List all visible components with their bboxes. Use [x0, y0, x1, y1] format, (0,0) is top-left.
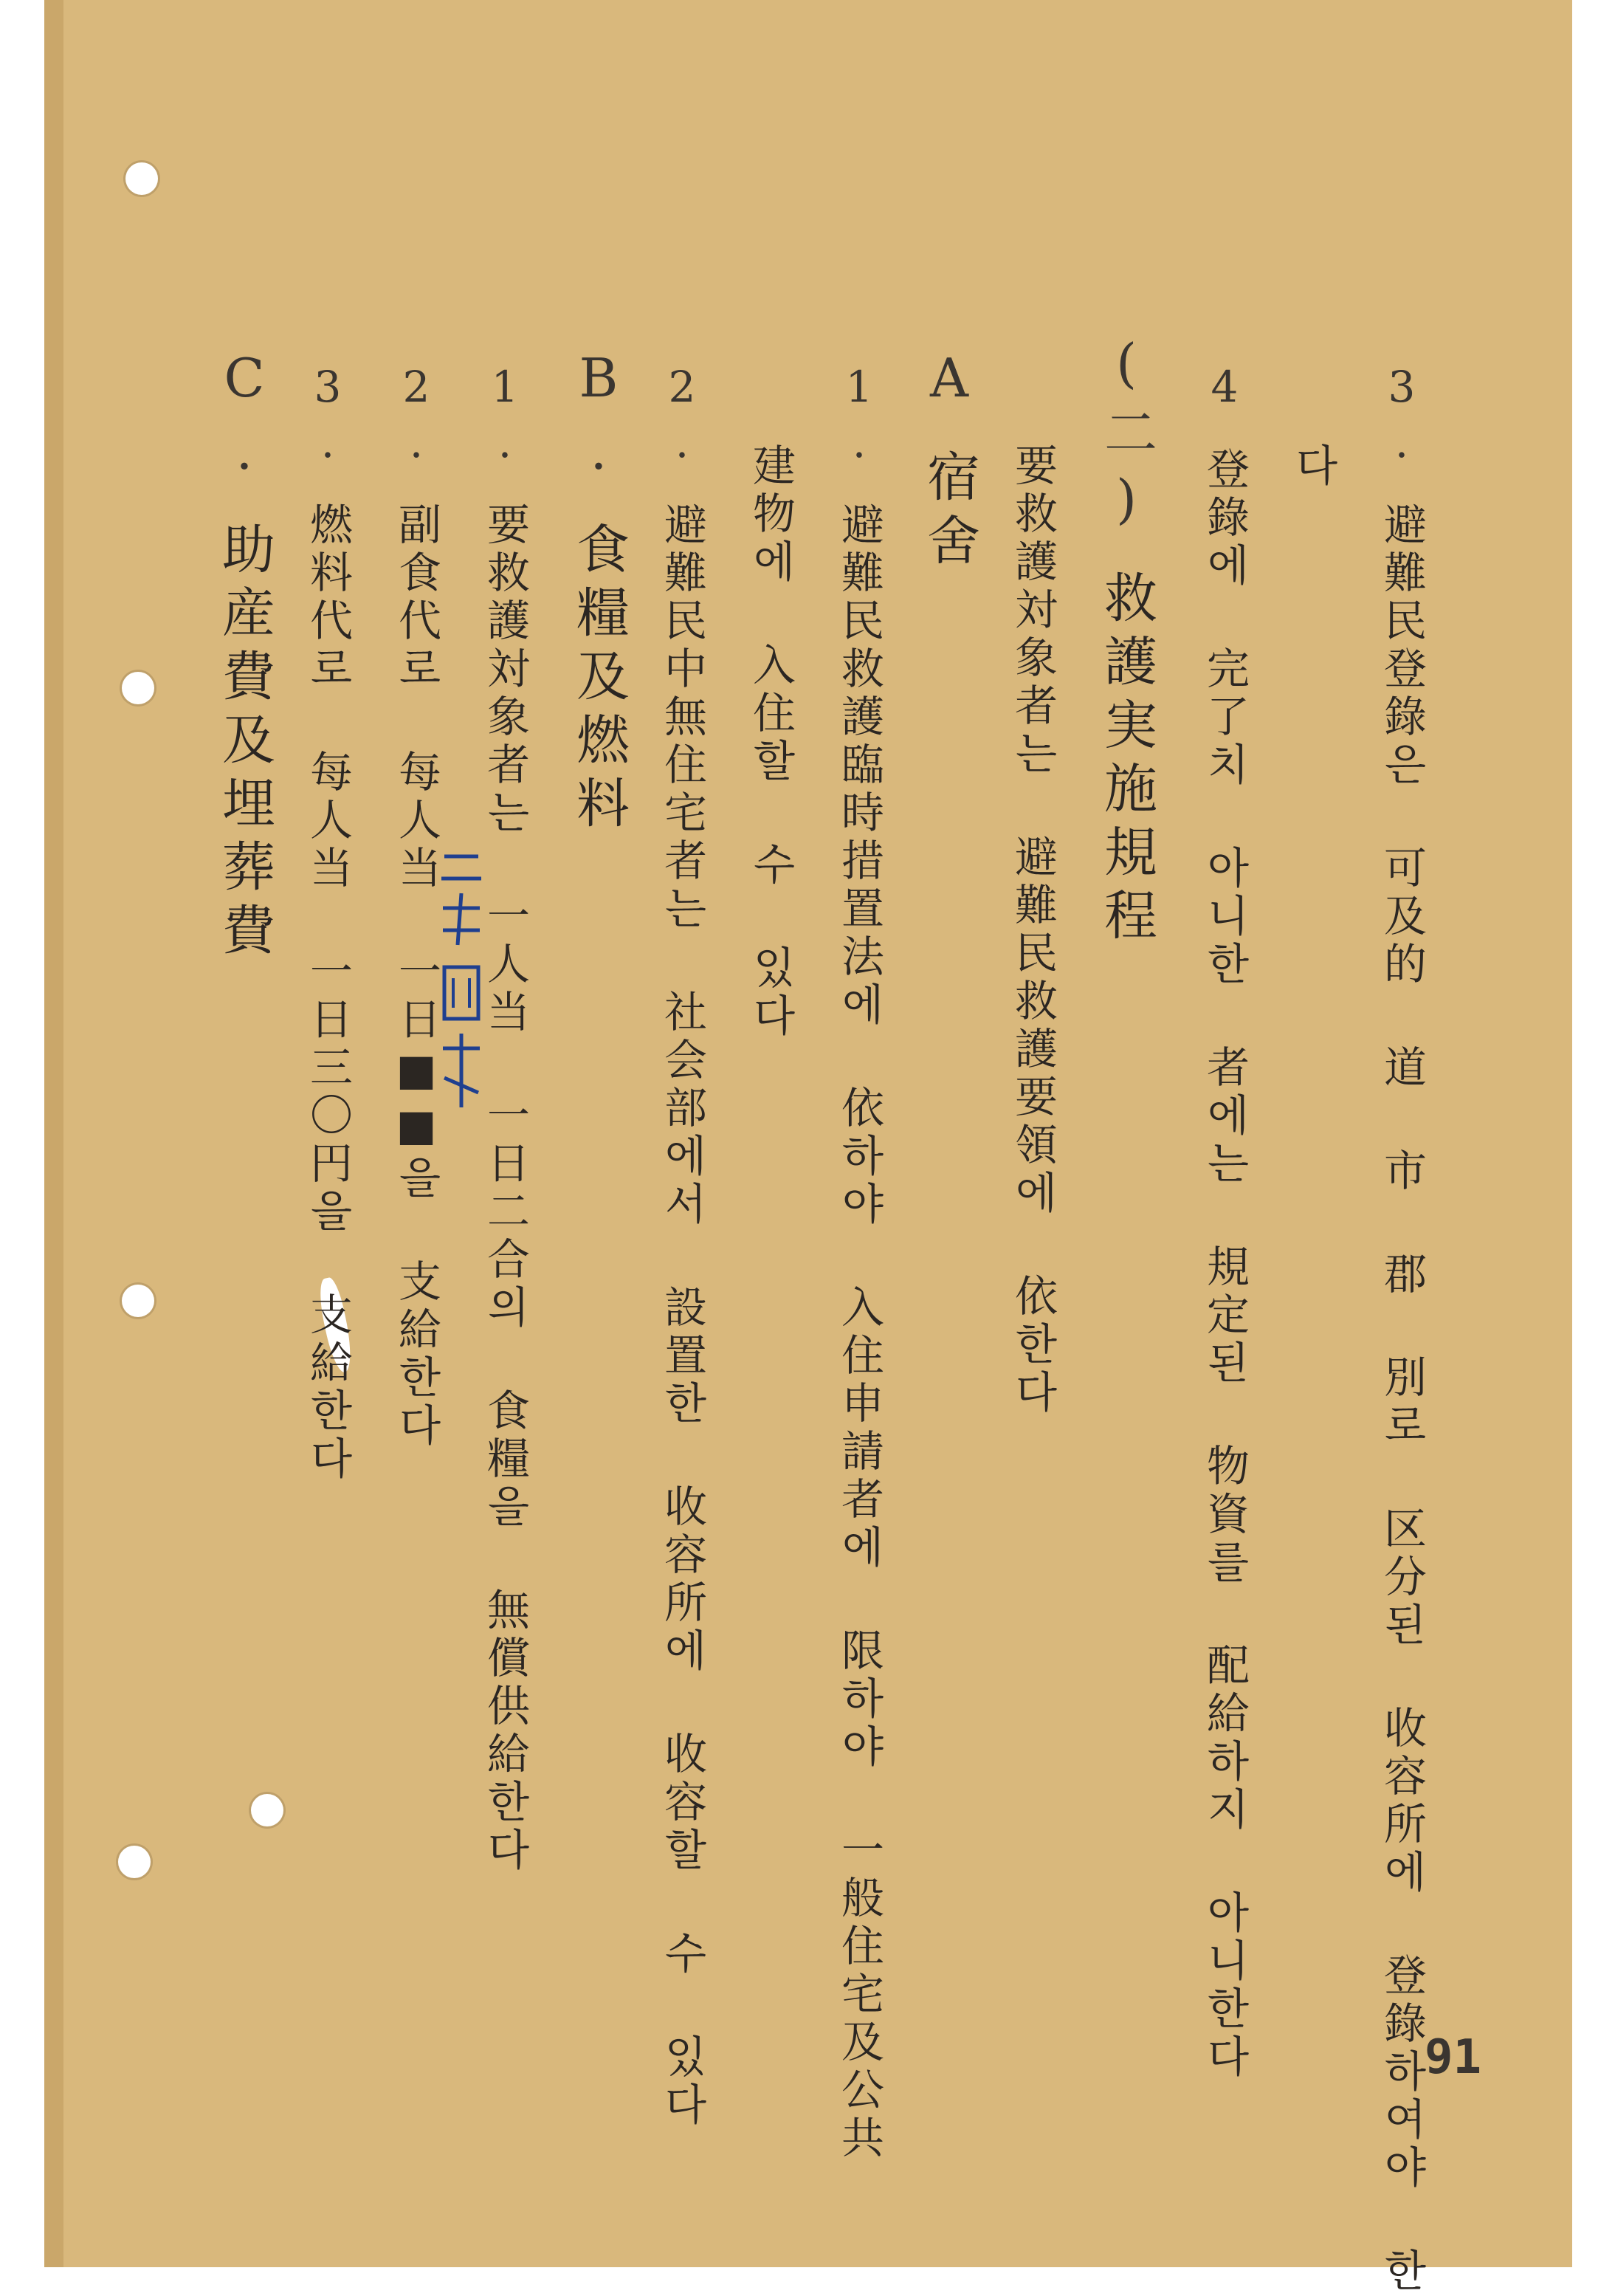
column-text: 建物에 入住할 수 있다 [745, 443, 796, 1041]
text-column [1008, 443, 1058, 1417]
document-page [44, 0, 1572, 2296]
column-text: 登錄에 完了치 아니한 者에는 規定된 物資를 配給하지 아니한다 [1199, 447, 1250, 2082]
item-number: 1. [834, 362, 884, 472]
punch-hole [122, 672, 154, 704]
item-number: B. [568, 347, 630, 492]
column-text: 食糧及燃料 [568, 521, 630, 839]
column-text: 要救護対象者는 避難民救護要領에 依한다 [1008, 443, 1058, 1417]
text-column [1199, 362, 1250, 2082]
item-number: A [918, 347, 980, 419]
text-column [1377, 362, 1427, 2296]
column-text: 避難民救護臨時措置法에 依하야 入住申請者에 限하야 一般住宅及公共 [834, 502, 884, 2163]
text-column [745, 443, 796, 1041]
punch-hole [118, 1846, 151, 1878]
column-text: 避難民中無住宅者는 社会部에서 設置한 收容所에 收容할 수 있다 [657, 502, 707, 2130]
item-number: 4 [1199, 362, 1250, 417]
text-column [834, 362, 884, 2163]
item-number: 3. [1377, 362, 1427, 472]
text-column [1288, 443, 1338, 491]
column-text: 副食代로 每人当 一日■■을 支給한다 [391, 502, 441, 1451]
column-text: 다 [1288, 443, 1338, 491]
column-text: 燃料代로 每人当 一日三〇円을 支給한다 [303, 502, 353, 1484]
item-number: 2. [391, 362, 441, 472]
text-column [391, 362, 441, 1451]
text-column [480, 362, 530, 1875]
text-column [568, 347, 630, 839]
item-number: 1. [480, 362, 530, 472]
text-column [213, 347, 275, 966]
text-column [918, 347, 980, 576]
column-text: 救護実施規程 [1095, 570, 1157, 951]
item-number: (二) [1095, 332, 1157, 540]
item-number: 2. [657, 362, 707, 472]
column-text: 助産費及埋葬費 [213, 521, 275, 966]
page-number: 91 [1425, 2030, 1482, 2085]
text-column [1095, 332, 1157, 951]
column-text: 避難民登錄은 可及的 道 市 郡 別로 区分된 收容所에 登錄하여야 한 [1377, 502, 1427, 2296]
punch-hole [122, 1285, 154, 1317]
item-number: 3. [303, 362, 353, 472]
punch-hole [251, 1794, 283, 1826]
item-number: C. [213, 347, 275, 492]
column-text: 要救護対象者는 一人当 一日二合의 食糧을 無償供給한다 [480, 502, 530, 1875]
text-column [657, 362, 707, 2130]
column-text: 宿舍 [918, 449, 980, 576]
punch-hole [125, 162, 158, 195]
handwritten-annotation [435, 849, 487, 1115]
text-column [303, 362, 353, 1484]
